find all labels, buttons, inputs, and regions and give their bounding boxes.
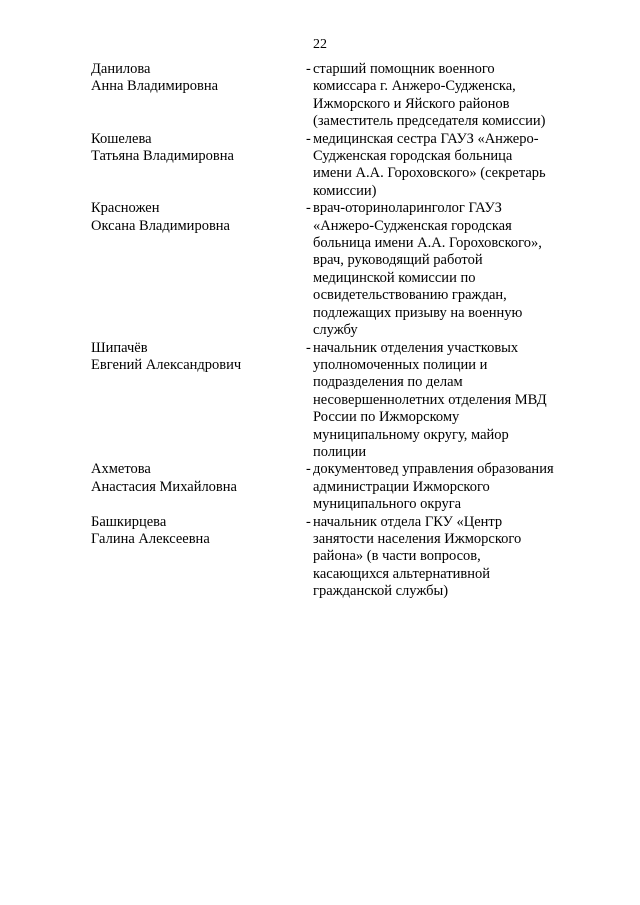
member-given-names: Анастасия Михайловна (91, 478, 237, 495)
member-dash: - (306, 513, 311, 530)
member-given-names: Татьяна Владимировна (91, 148, 234, 165)
member-surname: Кошелева (91, 130, 152, 147)
member-entry (91, 340, 591, 462)
member-surname: Ахметова (91, 461, 151, 478)
member-given-names: Оксана Владимировна (91, 217, 230, 234)
member-dash: - (306, 61, 311, 77)
member-role: врач-оториноларинголог ГАУЗ «Анжеро-Судженская городская больница имени А.А. Гороховского», врач, руководящий работой медицинской комиссии по освидетельствованию граждан, подлежащих призыву на военную службу (313, 200, 542, 339)
member-name (91, 514, 301, 549)
member-role: начальник отдела ГКУ «Центр занятости населения Ижморского района» (в части вопросов, касающихся альтернативной гражданской службы) (313, 513, 522, 600)
member-entry (91, 514, 591, 601)
member-entry (91, 61, 591, 131)
member-entry (91, 131, 591, 201)
member-entry (91, 461, 591, 513)
member-dash: - (306, 200, 311, 217)
member-given-names: Анна Владимировна (91, 78, 219, 95)
member-entry (91, 200, 591, 339)
member-role: документовед управления образования администрации Ижморского муниципального округа (313, 461, 554, 513)
member-name (91, 340, 301, 375)
member-dash: - (306, 130, 311, 147)
member-surname: Красножен (91, 200, 160, 217)
member-given-names: Евгений Александрович (91, 356, 242, 373)
commission-members-list (91, 61, 591, 601)
member-name (91, 200, 301, 235)
member-dash: - (306, 461, 311, 478)
member-name (91, 131, 301, 166)
member-surname: Башкирцева (91, 513, 167, 530)
member-name (91, 61, 301, 96)
member-role: старший помощник военного комиссара г. Анжеро-Судженска, Ижморского и Яйского районов (заместитель председателя комиссии) (313, 61, 546, 130)
member-surname: Шипачёв (91, 339, 148, 356)
member-role: начальник отделения участковых уполномоченных полиции и подразделения по делам несовершеннолетних отделения МВД России по Ижморскому муниципальному округу, майор полиции (313, 339, 547, 460)
member-name (91, 461, 301, 496)
member-role: медицинская сестра ГАУЗ «Анжеро- Судженская городская больница имени А.А. Гороховского» (секретарь комиссии) (313, 130, 546, 199)
member-given-names: Галина Алексеевна (91, 530, 210, 547)
page-number: 22 (313, 37, 327, 52)
member-surname: Данилова (91, 61, 151, 77)
member-dash: - (306, 339, 311, 356)
